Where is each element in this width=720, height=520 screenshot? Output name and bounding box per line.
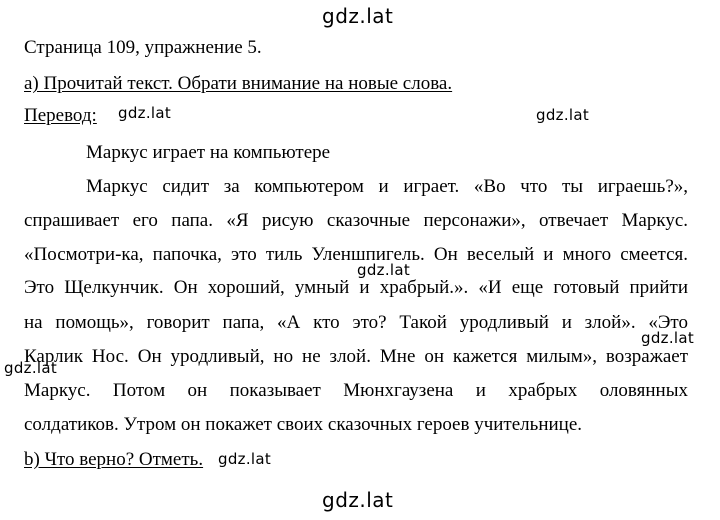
watermark: gdz.lat xyxy=(218,450,272,468)
story-line: Это Щелкунчик. Он хороший, умный и храбрый.». «И еще готовый прийти xyxy=(24,277,688,298)
story-line: Карлик Нос. Он уродливый, но не злой. Мне он кажется милым», возражает xyxy=(24,346,688,367)
story-line: спрашивает его папа. «Я рисую сказочные персонажи», отвечает Маркус. xyxy=(24,210,688,231)
watermark: gdz.lat xyxy=(536,106,590,124)
task-a-instruction: а) Прочитай текст. Обрати внимание на новые слова. xyxy=(24,73,453,94)
story-line: Маркус сидит за компьютером и играет. «Во что ты играешь?», xyxy=(86,176,688,197)
task-b-instruction: b) Что верно? Отметь. xyxy=(24,449,204,470)
story-title: Маркус играет на компьютере xyxy=(86,142,331,163)
watermark: gdz.lat xyxy=(4,359,58,377)
story-line: солдатиков. Утром он покажет своих сказочных героев учительнице. xyxy=(24,414,583,435)
story-line: «Посмотри-ка, папочка, это тиль Уленшпигель. Он веселый и много смеется. xyxy=(24,244,688,265)
page-reference: Страница 109, упражнение 5. xyxy=(24,37,262,58)
story-line: Маркус. Потом он показывает Мюнхгаузена и храбрых оловянных xyxy=(24,380,688,401)
story-line: на помощь», говорит папа, «А кто это? Такой уродливый и злой». «Это xyxy=(24,312,688,333)
watermark: gdz.lat xyxy=(118,104,172,122)
watermark: gdz.lat xyxy=(357,261,411,279)
watermark: gdz.lat xyxy=(322,4,394,28)
translation-label: Перевод: xyxy=(24,105,97,126)
watermark: gdz.lat xyxy=(641,329,695,347)
watermark: gdz.lat xyxy=(322,488,394,512)
